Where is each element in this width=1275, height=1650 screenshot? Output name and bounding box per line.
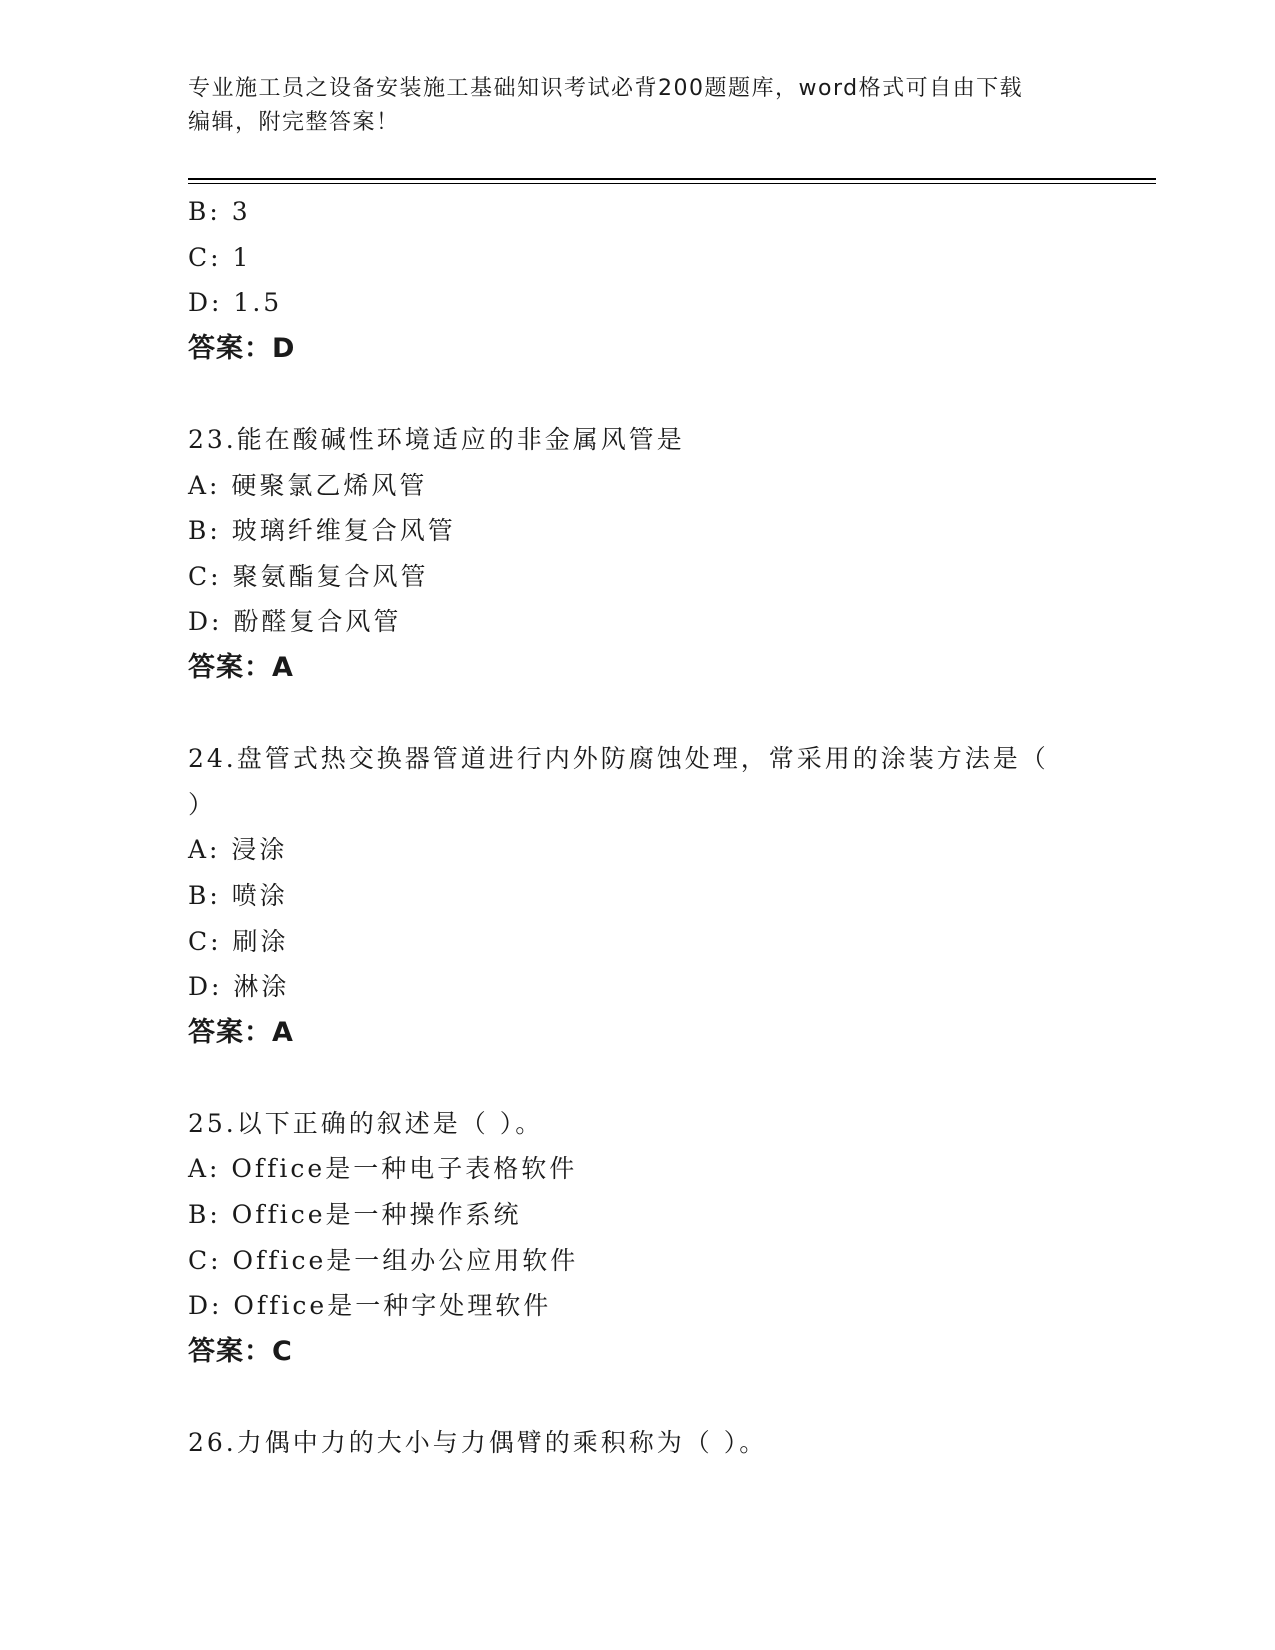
- option-b: B: Office是一种操作系统: [188, 1200, 522, 1230]
- answer-line: 答案：A: [188, 1016, 294, 1048]
- option-c: C: 1: [188, 242, 252, 272]
- option-d: D: 1.5: [188, 288, 283, 318]
- header-title-line-2: 编辑，附完整答案！: [188, 110, 400, 135]
- answer-line: 答案：A: [188, 651, 294, 683]
- answer-line: 答案：D: [188, 332, 296, 364]
- question-24: [188, 736, 1156, 1055]
- answer-line: 答案：C: [188, 1335, 293, 1367]
- option-d: D: 淋涂: [188, 972, 290, 1002]
- question-25: [188, 1101, 1156, 1375]
- option-c: C: Office是一组办公应用软件: [188, 1245, 579, 1275]
- option-d: D: Office是一种字处理软件: [188, 1291, 552, 1321]
- option-b: B: 3: [188, 197, 251, 226]
- question-26: [188, 1420, 1156, 1466]
- option-b: B: 玻璃纤维复合风管: [188, 516, 456, 546]
- option-d: D: 酚醛复合风管: [188, 607, 402, 637]
- document-header: [188, 72, 1068, 140]
- header-divider: [188, 178, 1156, 184]
- option-a: A: 浸涂: [188, 835, 288, 865]
- question-stem: 24.盘管式热交换器管道进行内外防腐蚀处理，常采用的涂装方法是（: [188, 744, 1049, 774]
- question-22-continued: [188, 189, 1156, 371]
- option-c: C: 刷涂: [188, 926, 289, 956]
- header-title-line-1: 专业施工员之设备安装施工基础知识考试必背200题题库，word格式可自由下载: [188, 76, 1024, 101]
- question-stem: 25.以下正确的叙述是（ ）。: [188, 1108, 544, 1138]
- document-body: [188, 189, 1156, 1466]
- option-c: C: 聚氨酯复合风管: [188, 561, 429, 591]
- question-stem: 23.能在酸碱性环境适应的非金属风管是: [188, 424, 685, 454]
- option-a: A: 硬聚氯乙烯风管: [188, 470, 428, 500]
- option-b: B: 喷涂: [188, 880, 288, 910]
- question-23: [188, 417, 1156, 691]
- question-stem: 26.力偶中力的大小与力偶臂的乘积称为（ ）。: [188, 1428, 768, 1458]
- option-a: A: Office是一种电子表格软件: [188, 1154, 578, 1184]
- question-stem-continued: ）: [188, 789, 217, 819]
